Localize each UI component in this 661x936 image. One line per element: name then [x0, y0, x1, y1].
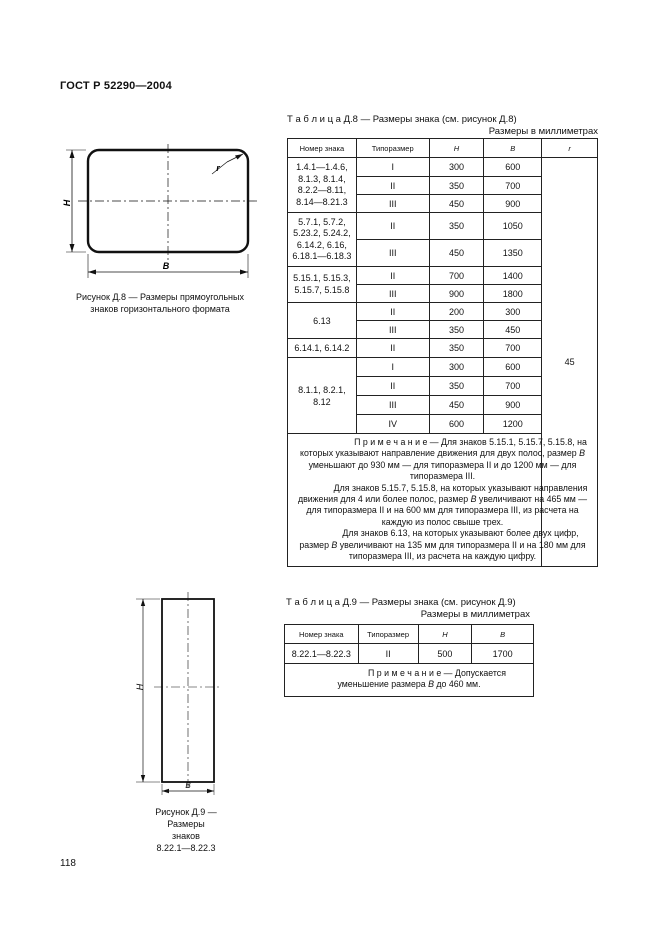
size-cell: II — [356, 177, 429, 195]
table-d9-units: Размеры в миллиметрах — [420, 609, 530, 620]
h-cell: 350 — [429, 339, 484, 358]
h-cell: 700 — [429, 267, 484, 285]
sign-number-cell: 1.4.1—1.4.6, 8.1.3, 8.1.4, 8.2.2—8.11, 8.14—8.21.3 — [288, 158, 357, 213]
size-cell: I — [356, 158, 429, 177]
size-cell: III — [356, 195, 429, 213]
column-header: H — [418, 625, 472, 644]
column-header: Типоразмер — [358, 625, 418, 644]
table-note-row — [285, 664, 534, 697]
table-d9-title: Т а б л и ц а Д.9 — Размеры знака (см. рисунок Д.9) — [286, 597, 516, 608]
h-cell: 300 — [429, 358, 484, 377]
note-text: — Допускается уменьшение размера B до 460 мм. — [337, 668, 506, 690]
table-note-row — [288, 434, 598, 567]
table-d8-title: Т а б л и ц а Д.8 — Размеры знака (см. рисунок Д.8) — [287, 114, 517, 125]
document-header: ГОСТ Р 52290—2004 — [60, 80, 172, 92]
label-h: H — [62, 199, 72, 207]
h-cell: 350 — [429, 377, 484, 396]
sign-number-cell: 5.7.1, 5.7.2, 5.23.2, 5.24.2, 6.14.2, 6.16, 6.18.1—6.18.3 — [288, 213, 357, 267]
b-cell: 300 — [484, 303, 542, 321]
b-cell: 1200 — [484, 415, 542, 434]
sign-number-cell: 8.22.1—8.22.3 — [285, 644, 359, 664]
h-cell: 450 — [429, 240, 484, 267]
column-header: Типоразмер — [356, 139, 429, 158]
label-b: B — [162, 261, 170, 271]
table-d8 — [287, 138, 598, 567]
b-cell: 1050 — [484, 213, 542, 240]
size-cell: I — [356, 358, 429, 377]
figure-d9-caption: Рисунок Д.9 — Размеры знаков 8.22.1—8.22.3 — [155, 807, 217, 853]
column-header: r — [542, 139, 598, 158]
size-cell: II — [356, 303, 429, 321]
table-row — [288, 158, 598, 177]
size-cell: II — [356, 339, 429, 358]
h-cell: 500 — [418, 644, 472, 664]
table-header-row — [288, 139, 598, 158]
table-d9-note — [285, 664, 534, 697]
h-cell: 350 — [429, 213, 484, 240]
b-cell: 1800 — [484, 285, 542, 303]
h-cell: 350 — [429, 177, 484, 195]
b-cell: 700 — [484, 177, 542, 195]
b-cell: 600 — [484, 358, 542, 377]
label-r: r — [216, 163, 220, 173]
table-d9 — [284, 624, 534, 697]
size-cell: II — [356, 377, 429, 396]
table-d8-units: Размеры в миллиметрах — [488, 126, 598, 137]
size-cell: IV — [356, 415, 429, 434]
h-cell: 600 — [429, 415, 484, 434]
sign-number-cell: 5.15.1, 5.15.3, 5.15.7, 5.15.8 — [288, 267, 357, 303]
label-h: H — [135, 683, 145, 691]
note-lead: П р и м е ч а н и е — [354, 437, 428, 447]
b-cell: 1400 — [484, 267, 542, 285]
size-cell: III — [356, 396, 429, 415]
h-cell: 200 — [429, 303, 484, 321]
sign-number-cell: 8.1.1, 8.2.1, 8.12 — [288, 358, 357, 434]
note-text: Для знаков 6.13, на которых указывают более двух цифр, размер B увеличивают на 135 мм для типоразмера II и на 180 мм для типоразмера III, из расчета на каждую цифру. — [299, 528, 586, 562]
size-cell: III — [356, 240, 429, 267]
label-b: B — [185, 781, 191, 790]
h-cell: 350 — [429, 321, 484, 339]
b-cell: 600 — [484, 158, 542, 177]
figure-d8-caption: Рисунок Д.8 — Размеры прямоугольных знаков горизонтального формата — [76, 292, 244, 314]
column-header: B — [484, 139, 542, 158]
b-cell: 700 — [484, 339, 542, 358]
r-value-cell: 45 — [542, 158, 598, 567]
table-row — [285, 644, 534, 664]
h-cell: 300 — [429, 158, 484, 177]
h-cell: 900 — [429, 285, 484, 303]
b-cell: 1700 — [472, 644, 534, 664]
b-cell: 450 — [484, 321, 542, 339]
sign-number-cell: 6.13 — [288, 303, 357, 339]
sign-number-cell: 6.14.1, 6.14.2 — [288, 339, 357, 358]
size-cell: II — [356, 267, 429, 285]
h-cell: 450 — [429, 396, 484, 415]
b-cell: 1350 — [484, 240, 542, 267]
note-text: Для знаков 5.15.7, 5.15.8, на которых указывают направления движения для 4 или более полос, размер B увеличивают на 465 мм — для типоразмера II и на 600 мм для типоразмера III, из расчета на каждую из полос свыше трех. — [297, 482, 588, 527]
size-cell: II — [356, 213, 429, 240]
b-cell: 900 — [484, 396, 542, 415]
table-d8-note — [288, 434, 598, 567]
column-header: Номер знака — [288, 139, 357, 158]
size-cell: II — [358, 644, 418, 664]
table-header-row — [285, 625, 534, 644]
page-number: 118 — [60, 858, 76, 869]
note-lead: П р и м е ч а н и е — [368, 668, 442, 678]
column-header: H — [429, 139, 484, 158]
b-cell: 700 — [484, 377, 542, 396]
size-cell: III — [356, 285, 429, 303]
h-cell: 450 — [429, 195, 484, 213]
size-cell: III — [356, 321, 429, 339]
note-text: — Для знаков 5.15.1, 5.15.7, 5.15.8, на которых указывают направление движения для двух полос, размер B уменьшают до 930 мм — для типоразмера II и до 1200 мм — для типоразмера III. — [300, 437, 587, 482]
b-cell: 900 — [484, 195, 542, 213]
column-header: B — [472, 625, 534, 644]
figure-d9-drawing — [128, 590, 228, 796]
figure-d8-drawing — [52, 138, 268, 284]
column-header: Номер знака — [285, 625, 359, 644]
